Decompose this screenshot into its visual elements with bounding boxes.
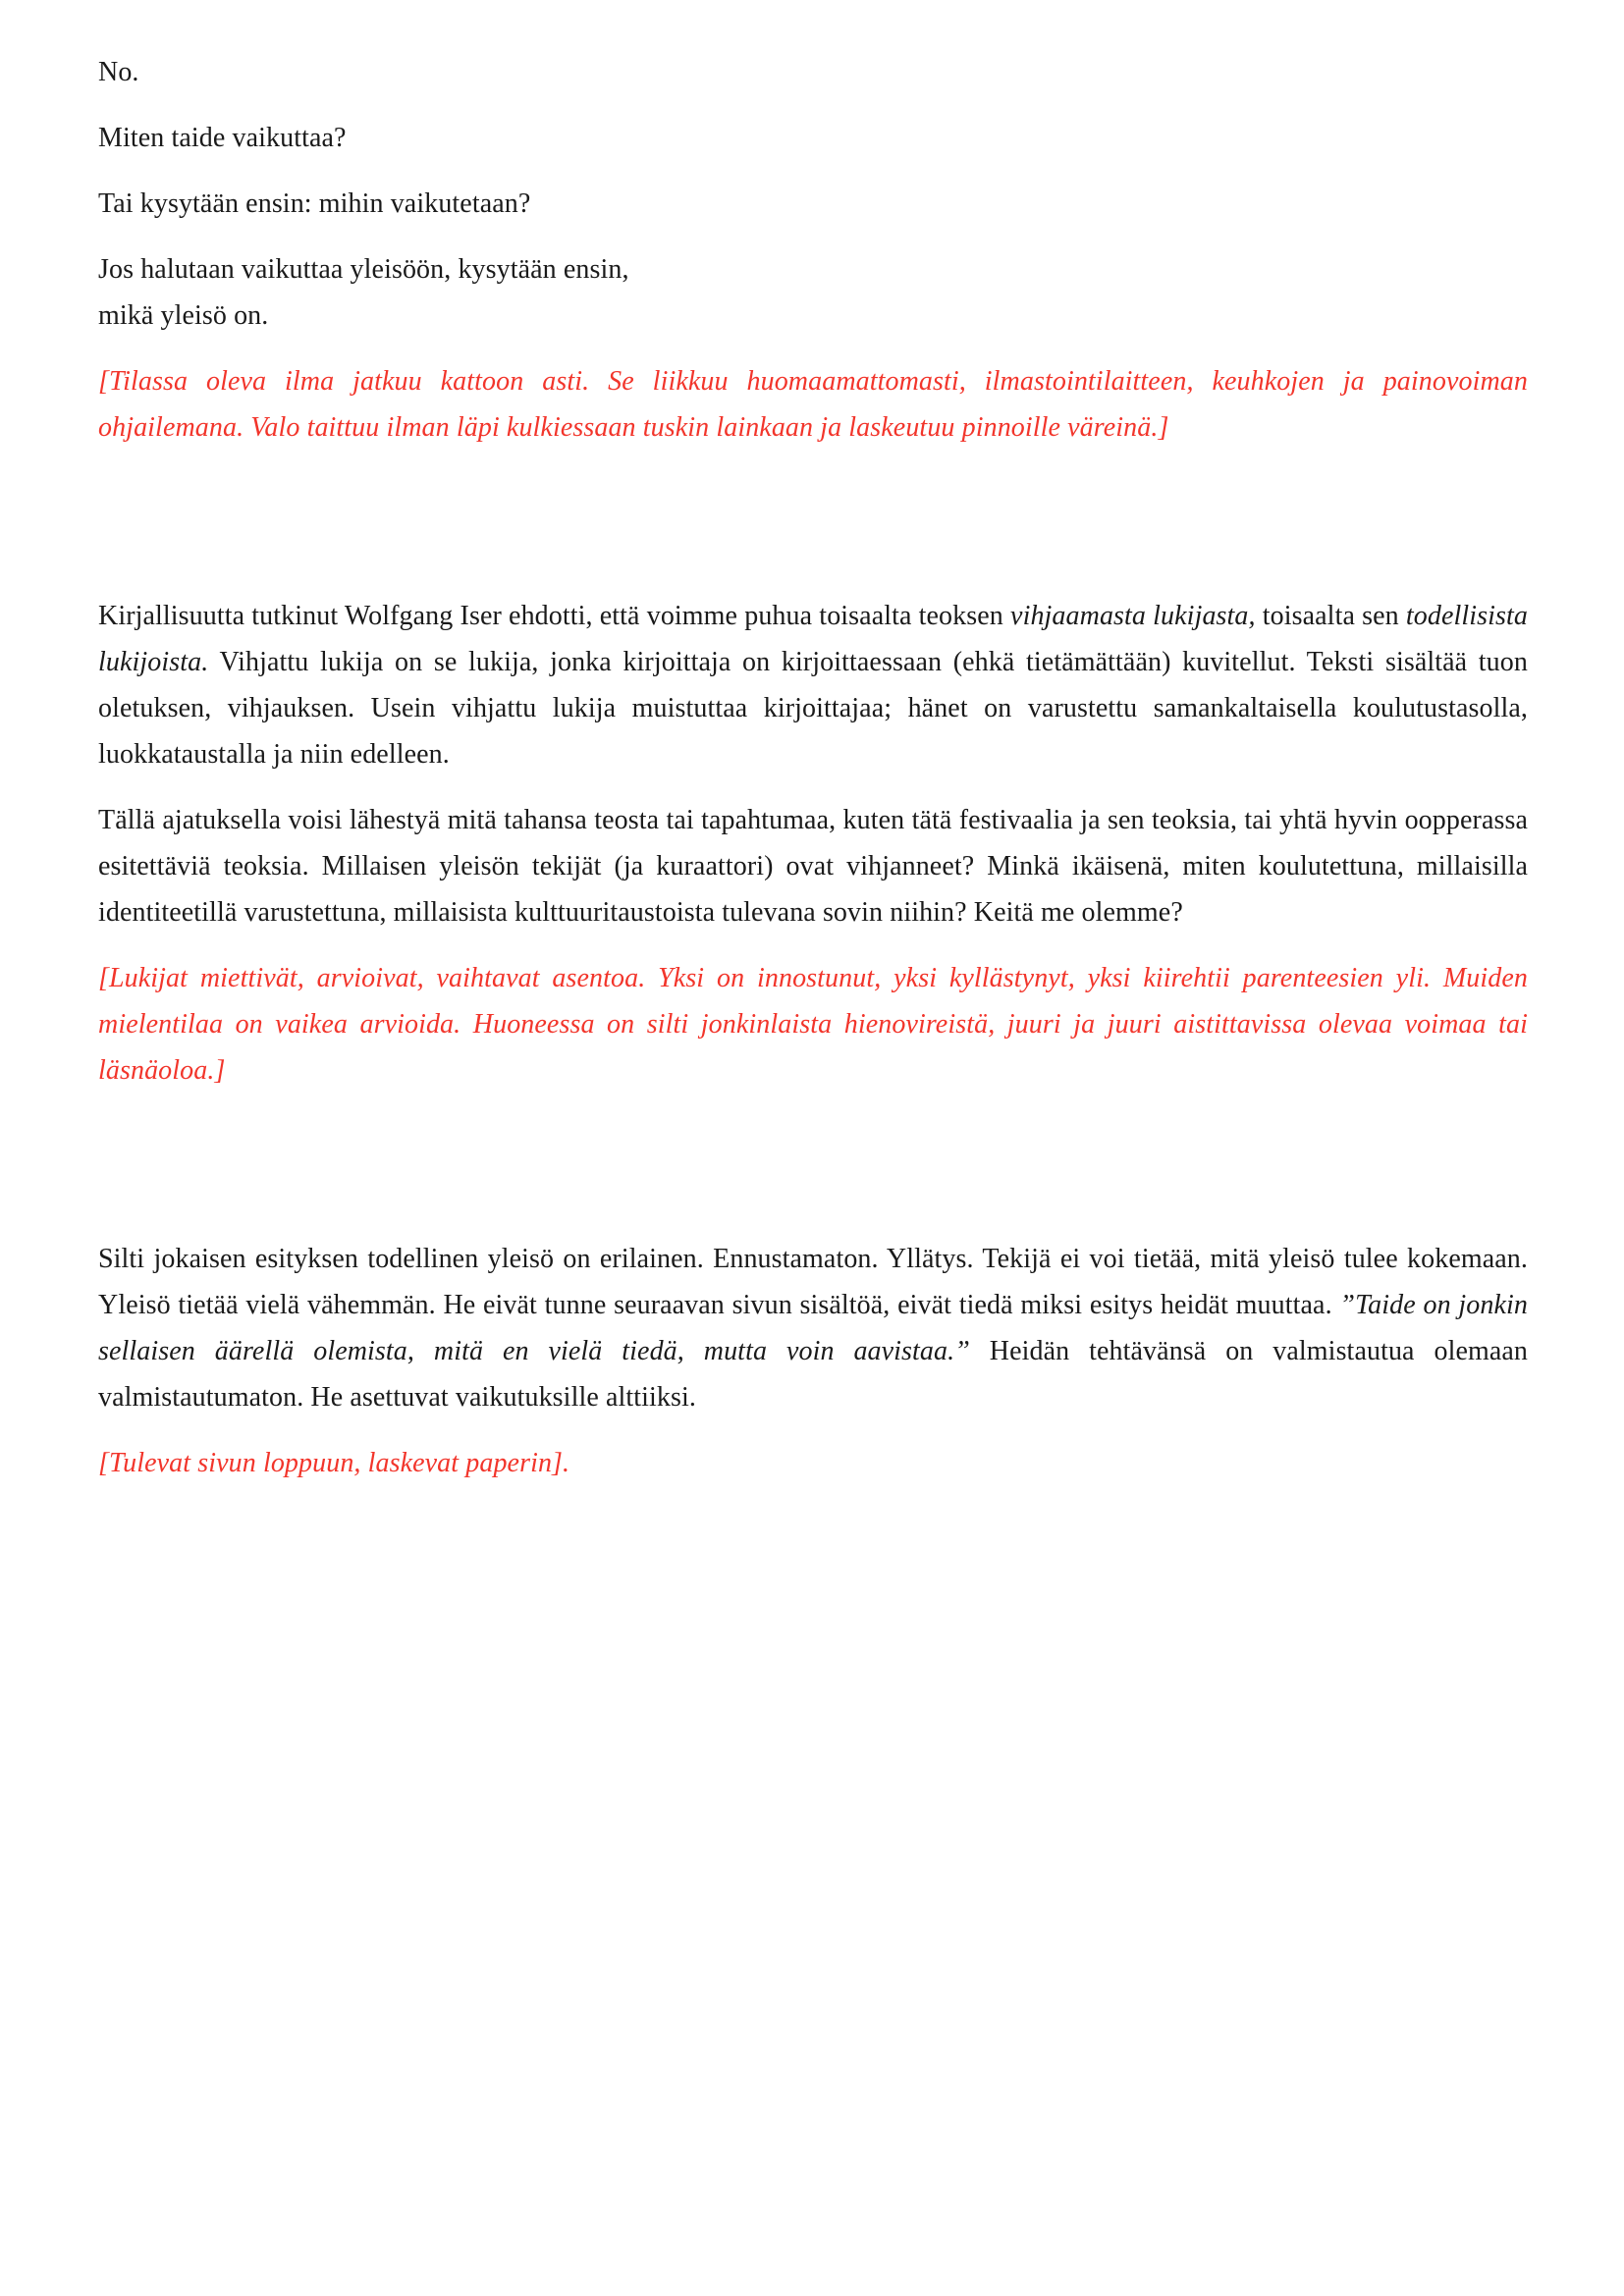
text-run: mikä yleisö on.: [98, 300, 269, 331]
para-talla-ajatuksella: [98, 797, 1528, 935]
italic-text-run: [Tilassa oleva ilma jatkuu kattoon asti. Se liikkuu huomaamattomasti, ilmastointilaitteen, keuhkojen ja painovoiman ohjailemana. Valo taittuu ilman läpi kulkiessaan tuskin lainkaan ja laskeutuu pinnoille väreinä.]: [98, 366, 1528, 443]
text-run: Tai kysytään ensin: mihin vaikutetaan?: [98, 188, 531, 219]
stage-direction-tulevat: [98, 1440, 1528, 1486]
text-run: Kirjallisuutta tutkinut Wolfgang Iser ehdotti, että voimme puhua toisaalta teoksen: [98, 601, 1011, 631]
text-run: toisaalta sen: [1255, 601, 1406, 631]
text-run: Tällä ajatuksella voisi lähestyä mitä tahansa teosta tai tapahtumaa, kuten tätä festivaalia ja sen teoksia, tai yhtä hyvin oopperassa esitettäviä teoksia. Millaisen yleisön tekijät (ja kuraattori) ovat vihjanneet? Minkä ikäisenä, miten koulutettuna, millaisilla identiteetillä varustettuna, millaisista kulttuuritaustoista tulevana sovin niihin? Keitä me olemme?: [98, 805, 1528, 928]
italic-text-run: vihjaamasta lukijasta,: [1010, 601, 1256, 631]
line-miten-taide: [98, 115, 1528, 161]
text-run: No.: [98, 57, 139, 87]
line-tai-kysytaan: [98, 181, 1528, 227]
text-run: Vihjattu lukija on se lukija, jonka kirjoittaja on kirjoittaessaan (ehkä tietämättään) kuvitellut. Teksti sisältää tuon oletuksen, vihjauksen. Usein vihjattu lukija muistuttaa kirjoittajaa; hänet on varustettu samankaltaisella koulutustasolla, luokkataustalla ja niin edelleen.: [98, 647, 1528, 770]
italic-text-run: [Tulevat sivun loppuun, laskevat paperin].: [98, 1448, 570, 1478]
stage-direction-ilma: [98, 358, 1528, 451]
line-no: [98, 49, 1528, 95]
italic-text-run: ”Taide on jonkin sellaisen äärellä olemista, mitä en vielä tiedä, mutta voin aavistaa.”: [98, 1290, 1528, 1366]
para-jos-halutaan: [98, 246, 1528, 339]
italic-text-run: todellisista lukijoista.: [98, 601, 1528, 677]
para-wolfgang-iser: [98, 593, 1528, 777]
para-silti-jokaisen: [98, 1236, 1528, 1420]
text-run: Jos halutaan vaikuttaa yleisöön, kysytään ensin,: [98, 254, 629, 285]
stage-direction-lukijat: [98, 955, 1528, 1094]
text-run: Miten taide vaikuttaa?: [98, 123, 347, 153]
text-run: Heidän tehtävänsä on valmistautua olemaan valmistautumaton. He asettuvat vaikutuksille alttiiksi.: [98, 1336, 1529, 1413]
text-run: Silti jokaisen esityksen todellinen yleisö on erilainen. Ennustamaton. Yllätys. Tekijä ei voi tietää, mitä yleisö tulee kokemaan. Yleisö tietää vielä vähemmän. He eivät tunne seuraavan sivun sisältöä, eivät tiedä miksi esitys heidät muuttaa.: [98, 1244, 1528, 1320]
italic-text-run: [Lukijat miettivät, arvioivat, vaihtavat asentoa. Yksi on innostunut, yksi kyllästynyt, yksi kiirehtii parenteesien yli. Muiden mielentilaa on vaikea arvioida. Huoneessa on silti jonkinlaista hienovireistä, juuri ja juuri aistittavissa olevaa voimaa tai läsnäoloa.]: [98, 963, 1528, 1086]
